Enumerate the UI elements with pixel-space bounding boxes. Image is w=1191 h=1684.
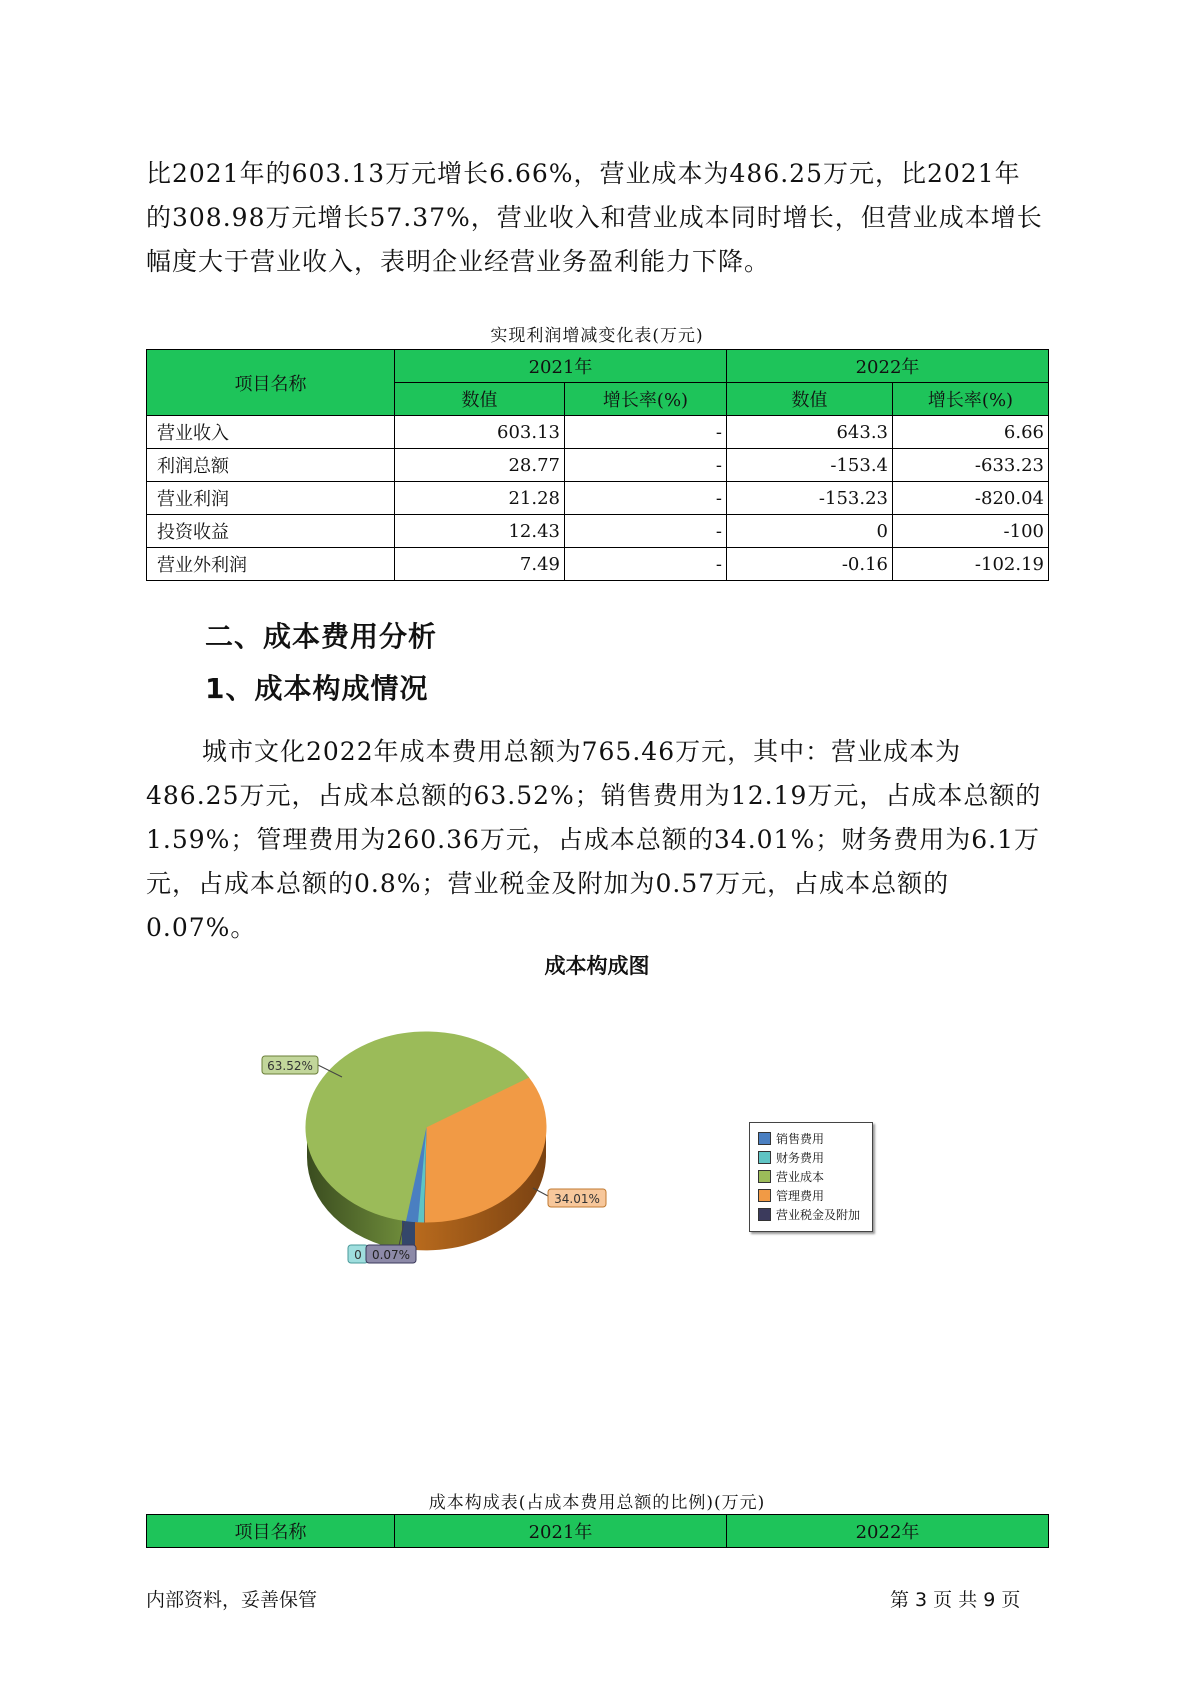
legend-swatch — [758, 1189, 771, 1202]
cell-value-2021: 603.13 — [395, 416, 565, 449]
header-year-2021: 2021年 — [395, 350, 727, 383]
chart-title: 成本构成图 — [544, 954, 650, 978]
data-label-guanli: 34.01% — [554, 1192, 600, 1206]
table-row — [147, 482, 1049, 515]
table-row — [147, 548, 1049, 581]
cell-rate-2021: - — [565, 515, 727, 548]
row-name: 营业外利润 — [147, 548, 395, 581]
legend-label: 财务费用 — [776, 1151, 825, 1165]
cell-rate-2022: -820.04 — [893, 482, 1049, 515]
table-row — [147, 449, 1049, 482]
data-label-caiwu: 0 — [354, 1248, 362, 1262]
data-label-yingye: 63.52% — [267, 1059, 313, 1073]
footer-confidential: 内部资料，妥善保管 — [146, 1589, 318, 1611]
table-row — [147, 515, 1049, 548]
intro-paragraph: 比2021年的603.13万元增长6.66%，营业成本为486.25万元，比2021年的308.98万元增长57.37%，营业收入和营业成本同时增长，但营业成本增长幅度大于营业收入，表明企业经营业务盈利能力下降。 — [146, 159, 1043, 276]
cell-rate-2022: 6.66 — [893, 416, 1049, 449]
cell-value-2022: -153.23 — [727, 482, 893, 515]
table-row — [147, 416, 1049, 449]
profit-table — [146, 349, 1049, 581]
header-item-name: 项目名称 — [147, 1515, 395, 1548]
legend-swatch — [758, 1132, 771, 1145]
cost-paragraph: 城市文化2022年成本费用总额为765.46万元，其中：营业成本为486.25万元，占成本总额的63.52%；销售费用为12.19万元，占成本总额的1.59%；管理费用为260.36万元，占成本总额的34.01%；财务费用为6.1万元，占成本总额的0.8%；营业税金及附加为0.57万元，占成本总额的0.07%。 — [146, 737, 1042, 942]
legend-label: 管理费用 — [776, 1189, 825, 1203]
row-name: 投资收益 — [147, 515, 395, 548]
footer-page-number: 第 3 页 共 9 页 — [890, 1589, 1021, 1611]
data-label-shuijin: 0.07% — [371, 1248, 411, 1262]
cost-pie-chart — [0, 1020, 1191, 1380]
chart-legend — [749, 1122, 873, 1232]
header-rate-2022: 增长率(%) — [893, 383, 1049, 416]
legend-item-xiaoshou — [758, 1129, 872, 1148]
cell-rate-2021: - — [565, 449, 727, 482]
cell-value-2022: -0.16 — [727, 548, 893, 581]
header-year-2022: 2022年 — [727, 1515, 1049, 1548]
cell-rate-2021: - — [565, 416, 727, 449]
row-name: 营业收入 — [147, 416, 395, 449]
header-year-2022: 2022年 — [727, 350, 1049, 383]
legend-item-shuijin — [758, 1205, 872, 1224]
header-item-name: 项目名称 — [147, 350, 395, 416]
legend-label: 营业成本 — [776, 1170, 825, 1184]
header-rate-2021: 增长率(%) — [565, 383, 727, 416]
cell-rate-2021: - — [565, 482, 727, 515]
cost-table-caption: 成本构成表(占成本费用总额的比例)(万元) — [428, 1493, 766, 1513]
cell-value-2022: 643.3 — [727, 416, 893, 449]
cell-rate-2021: - — [565, 548, 727, 581]
subsection-heading: 1、成本构成情况 — [205, 672, 429, 705]
row-name: 利润总额 — [147, 449, 395, 482]
cell-value-2022: 0 — [727, 515, 893, 548]
cell-value-2021: 7.49 — [395, 548, 565, 581]
legend-label: 销售费用 — [776, 1132, 825, 1146]
cost-table — [146, 1514, 1049, 1548]
header-value-2021: 数值 — [395, 383, 565, 416]
legend-item-yingye — [758, 1167, 872, 1186]
cell-value-2021: 28.77 — [395, 449, 565, 482]
cell-value-2022: -153.4 — [727, 449, 893, 482]
legend-item-caiwu — [758, 1148, 872, 1167]
cell-value-2021: 12.43 — [395, 515, 565, 548]
legend-item-guanli — [758, 1186, 872, 1205]
legend-swatch — [758, 1151, 771, 1164]
legend-swatch — [758, 1170, 771, 1183]
header-value-2022: 数值 — [727, 383, 893, 416]
header-year-2021: 2021年 — [395, 1515, 727, 1548]
row-name: 营业利润 — [147, 482, 395, 515]
cell-rate-2022: -100 — [893, 515, 1049, 548]
legend-swatch — [758, 1208, 771, 1221]
cell-rate-2022: -102.19 — [893, 548, 1049, 581]
cell-rate-2022: -633.23 — [893, 449, 1049, 482]
legend-label: 营业税金及附加 — [776, 1208, 861, 1222]
section-heading: 二、成本费用分析 — [205, 620, 438, 653]
pie-slices — [306, 1032, 546, 1222]
cell-value-2021: 21.28 — [395, 482, 565, 515]
profit-table-caption: 实现利润增减变化表(万元) — [490, 326, 704, 346]
